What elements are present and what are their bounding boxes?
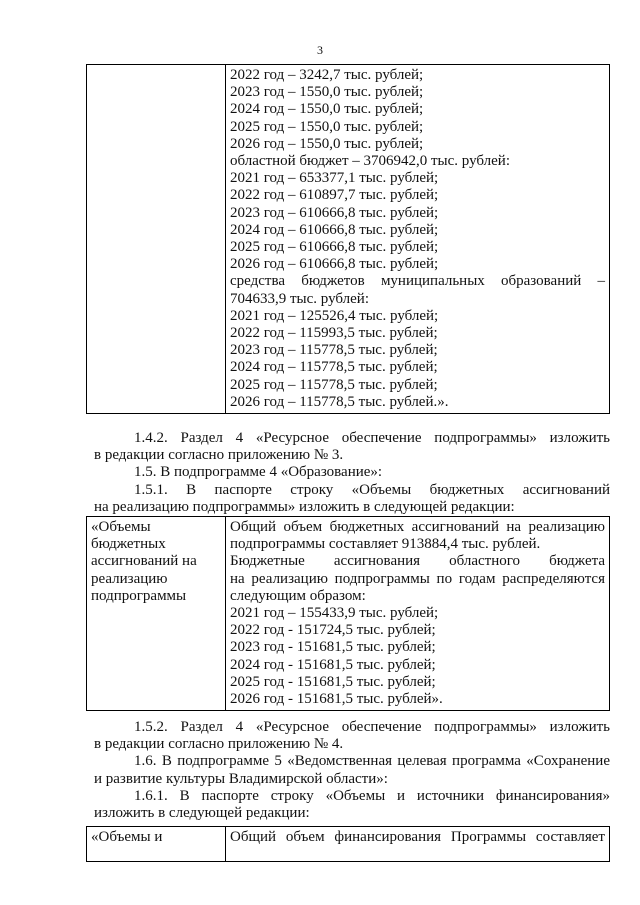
table1-line: 704633,9 тыс. рублей: bbox=[230, 290, 369, 307]
table1-line: 2025 год – 610666,8 тыс. рублей; bbox=[230, 239, 439, 256]
table2-year-line: 2025 год - 151681,5 тыс. рублей; bbox=[230, 673, 436, 690]
table1-line: 2021 год – 125526,4 тыс. рублей; bbox=[230, 307, 439, 324]
table1-line: 2024 год – 115778,5 тыс. рублей; bbox=[230, 359, 438, 376]
table2-left-cell bbox=[87, 517, 226, 711]
table2-left-line: ассигнований на bbox=[91, 553, 197, 570]
paragraph-block-2 bbox=[94, 719, 610, 822]
table1-line: 2022 год – 3242,7 тыс. рублей; bbox=[230, 67, 424, 83]
table1-line: 2025 год – 115778,5 тыс. рублей; bbox=[230, 376, 438, 393]
table2-year-line: 2024 год - 151681,5 тыс. рублей; bbox=[230, 656, 436, 673]
table1-line: 2021 год – 653377,1 тыс. рублей; bbox=[230, 170, 439, 187]
table3-right-line: Общий объем финансирования Программы составляет bbox=[230, 829, 605, 845]
table1-line: 2026 год – 610666,8 тыс. рублей; bbox=[230, 256, 439, 273]
table1-line: 2023 год – 1550,0 тыс. рублей; bbox=[230, 84, 424, 101]
paragraph-1-5: 1.5. В подпрограмме 4 «Образование»: bbox=[134, 464, 383, 481]
table3-right-cell bbox=[226, 827, 610, 862]
table1-line: 2024 год – 610666,8 тыс. рублей; bbox=[230, 221, 439, 238]
table2-right-cell bbox=[226, 517, 610, 711]
table1-right-cell bbox=[226, 65, 610, 414]
paragraph-1-6-1-line1: 1.6.1. В паспорте строку «Объемы и источники финансирования» bbox=[134, 787, 610, 804]
paragraph-1-6-1-line2: изложить в следующей редакции: bbox=[94, 805, 310, 822]
table2-left-line: «Объемы bbox=[91, 519, 151, 535]
paragraph-1-6-line1: 1.6. В подпрограмме 5 «Ведомственная целевая программа «Сохранение bbox=[134, 753, 610, 770]
paragraph-1-5-1-line2: на реализацию подпрограммы» изложить в следующей редакции: bbox=[94, 498, 515, 515]
table2-year-line: 2022 год - 151724,5 тыс. рублей; bbox=[230, 622, 436, 639]
paragraph-1-6-line2: и развитие культуры Владимирской области»: bbox=[94, 770, 388, 787]
table2-left-line: подпрограммы bbox=[91, 587, 187, 604]
funding-table-continuation bbox=[86, 64, 610, 414]
budget-allocations-table bbox=[86, 516, 610, 711]
table1-line: 2022 год – 115993,5 тыс. рублей; bbox=[230, 325, 438, 342]
table2-left-line: реализацию bbox=[91, 570, 168, 587]
table1-line: 2022 год – 610897,7 тыс. рублей; bbox=[230, 187, 439, 204]
table1-line: 2026 год – 1550,0 тыс. рублей; bbox=[230, 135, 424, 152]
table1-line: 2025 год – 1550,0 тыс. рублей; bbox=[230, 118, 424, 135]
table2-year-line: 2026 год - 151681,5 тыс. рублей». bbox=[230, 691, 443, 708]
paragraph-1-5-2-line1: 1.5.2. Раздел 4 «Ресурсное обеспечение подпрограммы» изложить bbox=[134, 719, 610, 735]
paragraph-1-5-1-line1: 1.5.1. В паспорте строку «Объемы бюджетных ассигнований bbox=[134, 481, 610, 498]
paragraph-1-5-2-line2: в редакции согласно приложению № 4. bbox=[94, 736, 344, 753]
table1-line: средства бюджетов муниципальных образований – bbox=[230, 273, 605, 290]
table1-line: областной бюджет – 3706942,0 тыс. рублей: bbox=[230, 153, 510, 170]
funding-sources-table bbox=[86, 826, 610, 862]
table1-left-cell bbox=[87, 65, 226, 414]
paragraph-1-4-2-line2: в редакции согласно приложению № 3. bbox=[94, 447, 344, 464]
table2-intro-line: следующим образом: bbox=[230, 587, 366, 604]
table2-year-line: 2021 год – 155433,9 тыс. рублей; bbox=[230, 605, 439, 622]
paragraph-block-1 bbox=[94, 430, 610, 516]
table2-intro-line: подпрограммы составляет 913884,4 тыс. рублей. bbox=[230, 536, 541, 553]
table1-line: 2023 год – 115778,5 тыс. рублей; bbox=[230, 342, 438, 359]
table1-line: 2023 год – 610666,8 тыс. рублей; bbox=[230, 204, 439, 221]
table3-left-cell: «Объемы и bbox=[87, 827, 226, 862]
table2-year-line: 2023 год - 151681,5 тыс. рублей; bbox=[230, 639, 436, 656]
table1-line: 2024 год – 1550,0 тыс. рублей; bbox=[230, 101, 424, 118]
page-number: 3 bbox=[317, 43, 323, 57]
table2-intro-line: Общий объем бюджетных ассигнований на реализацию bbox=[230, 519, 605, 535]
table1-line: 2026 год – 115778,5 тыс. рублей.». bbox=[230, 393, 449, 410]
table2-intro-line: Бюджетные ассигнования областного бюджета bbox=[230, 553, 605, 570]
table2-intro-line: на реализацию подпрограммы по годам распределяются bbox=[230, 570, 605, 587]
paragraph-1-4-2-line1: 1.4.2. Раздел 4 «Ресурсное обеспечение подпрограммы» изложить bbox=[134, 430, 610, 446]
table2-left-line: бюджетных bbox=[91, 536, 166, 553]
